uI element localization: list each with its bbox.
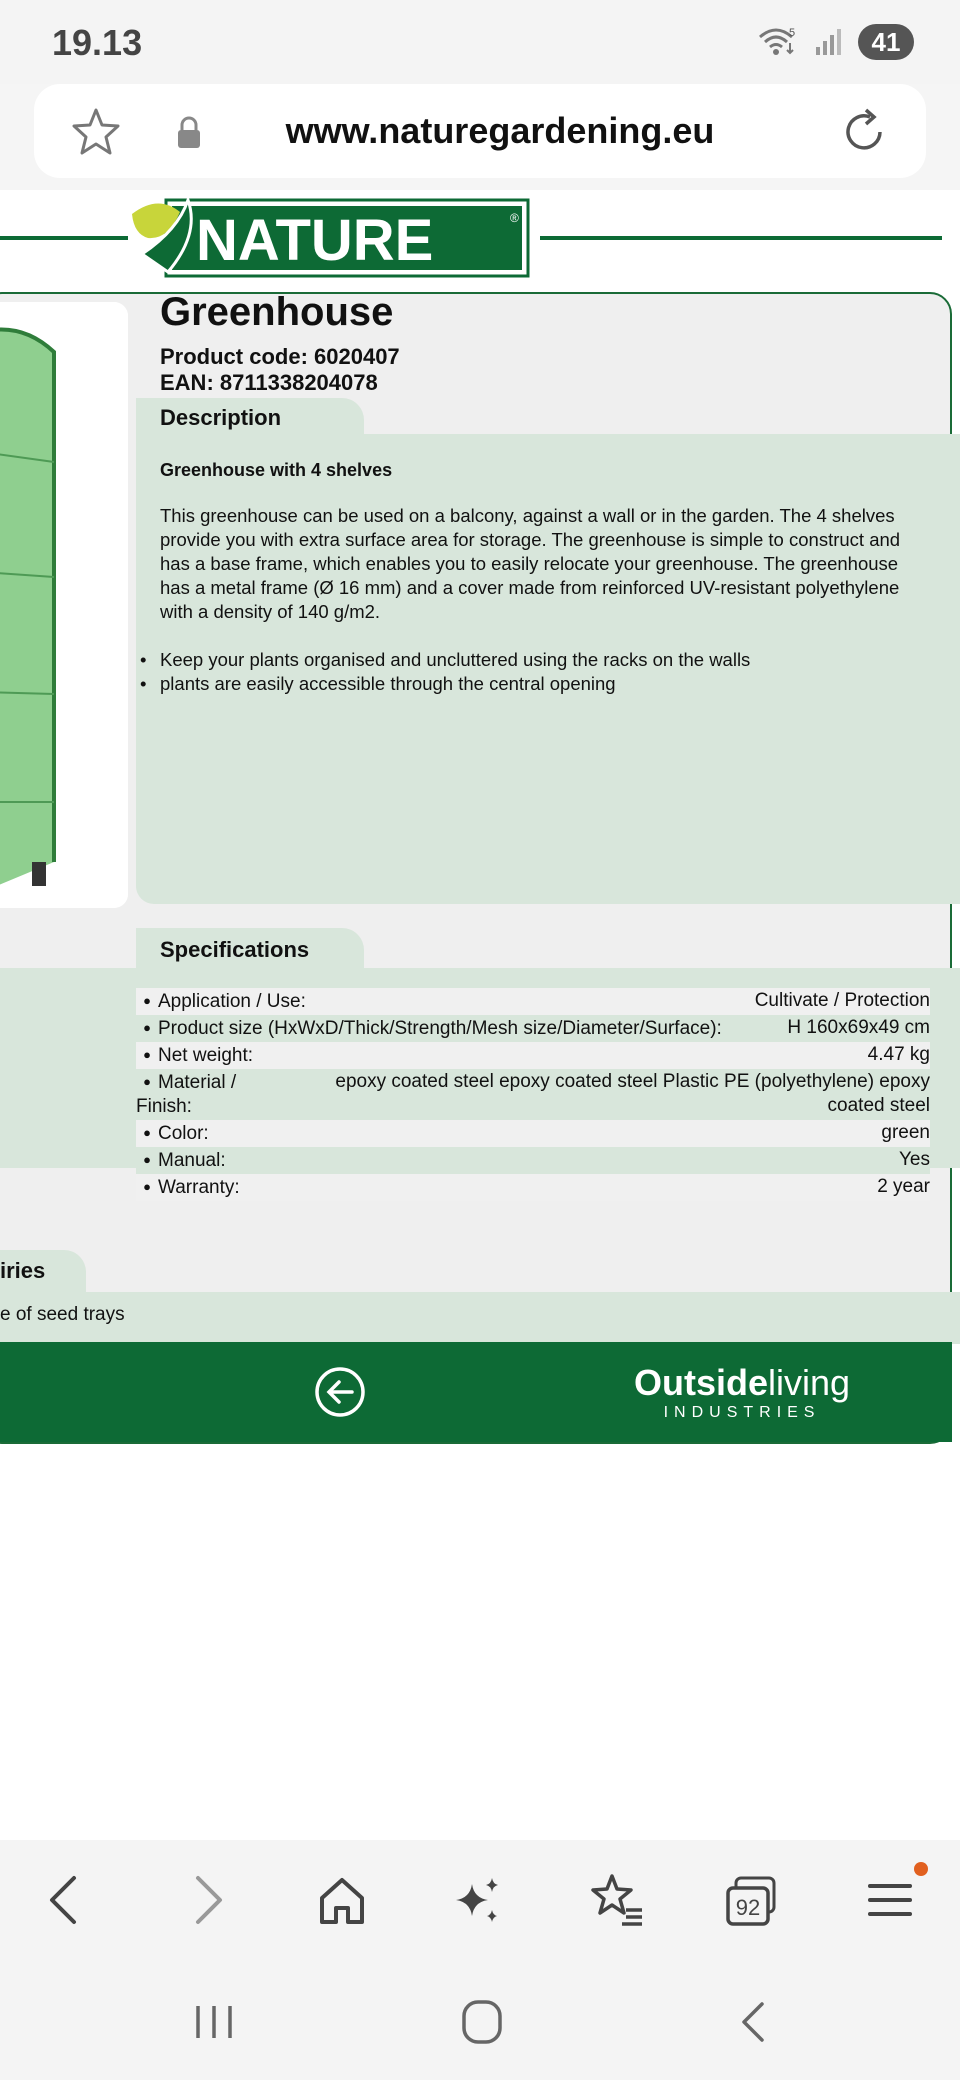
spec-value: 2 year xyxy=(877,1176,930,1197)
brand-main-bold: Outside xyxy=(634,1362,769,1403)
bookmarks-icon[interactable] xyxy=(586,1870,646,1930)
outside-living-logo[interactable] xyxy=(634,1364,850,1422)
product-ean: EAN: 8711338204078 xyxy=(160,370,378,395)
tab-description-label: Description xyxy=(160,405,282,430)
spec-value: H 160x69x49 cm xyxy=(787,1017,930,1038)
status-icons xyxy=(756,24,914,60)
spec-label: ● Application / Use: xyxy=(136,989,306,1014)
tab-specifications-label: Specifications xyxy=(160,937,310,962)
specifications-table xyxy=(136,988,930,1201)
reload-icon[interactable] xyxy=(836,104,892,160)
back-icon[interactable] xyxy=(36,1870,96,1930)
spec-label: ● Color: xyxy=(136,1121,209,1146)
logo-divider-left xyxy=(0,236,128,240)
table-row xyxy=(136,988,930,1015)
logo-divider-right xyxy=(540,236,942,240)
browser-toolbar xyxy=(0,1840,960,1960)
battery-level: 41 xyxy=(871,26,901,57)
product-code: Product code: 6020407 xyxy=(160,344,400,369)
wifi-badge: 5 xyxy=(789,27,796,39)
wifi-icon xyxy=(756,25,800,59)
address-bar[interactable] xyxy=(34,84,926,178)
greenhouse-illustration xyxy=(0,302,128,908)
home-icon[interactable] xyxy=(312,1870,372,1930)
table-row xyxy=(136,1120,930,1147)
spec-value: green xyxy=(881,1122,930,1143)
table-row xyxy=(136,1042,930,1069)
tabs-icon[interactable] xyxy=(722,1870,782,1930)
spec-label: ● Manual: xyxy=(136,1148,226,1173)
accessories-panel xyxy=(0,1292,960,1344)
menu-icon[interactable] xyxy=(860,1870,920,1930)
table-row xyxy=(136,1015,930,1042)
product-title: Greenhouse xyxy=(160,290,394,334)
registered-mark: ® xyxy=(510,211,519,225)
system-navigation-bar xyxy=(0,1960,960,2080)
description-heading: Greenhouse with 4 shelves xyxy=(160,460,393,480)
table-row xyxy=(136,1174,930,1201)
tab-description[interactable] xyxy=(136,398,364,434)
spec-label: ● Warranty: xyxy=(136,1175,240,1200)
spec-value: 4.47 kg xyxy=(867,1044,930,1065)
spec-label: ● Product size (HxWxD/Thick/Strength/Mesh size/Diameter/Surface): xyxy=(136,1016,722,1041)
home-button-icon[interactable] xyxy=(452,1998,512,2046)
tabs-count: 92 xyxy=(735,1895,761,1920)
back-arrow-icon[interactable] xyxy=(314,1366,366,1418)
page-blank-area xyxy=(0,1444,960,1840)
status-bar xyxy=(0,0,960,84)
tab-accessories-label: iries xyxy=(0,1258,46,1283)
table-row xyxy=(136,1069,930,1120)
spec-value: epoxy coated steel epoxy coated steel Plastic PE (polyethylene) epoxy coated steel xyxy=(335,1071,930,1116)
spec-value: Yes xyxy=(899,1149,930,1170)
tab-accessories[interactable] xyxy=(0,1250,86,1292)
notification-dot xyxy=(914,1862,928,1876)
brand-main-light: living xyxy=(768,1362,851,1403)
spec-value: Cultivate / Protection xyxy=(754,990,930,1011)
battery-icon xyxy=(858,24,914,60)
brand-sub: INDUSTRIES xyxy=(663,1404,821,1421)
system-back-icon[interactable] xyxy=(724,1998,784,2046)
nature-logo[interactable] xyxy=(128,194,532,280)
greenhouse-image xyxy=(0,302,128,908)
table-row xyxy=(136,1147,930,1174)
url-text[interactable]: www.naturegardening.eu xyxy=(285,110,715,151)
accessory-item[interactable]: e of seed trays xyxy=(0,1304,125,1325)
list-item: • plants are easily accessible through the central opening xyxy=(140,672,750,696)
tab-specifications[interactable] xyxy=(136,928,364,968)
ai-sparkle-icon[interactable] xyxy=(448,1870,508,1930)
bookmark-star-icon[interactable] xyxy=(68,104,124,160)
recent-apps-icon[interactable] xyxy=(184,1998,244,2046)
spec-label: ● Net weight: xyxy=(136,1043,253,1068)
logo-text: NATURE xyxy=(196,208,434,273)
page-footer xyxy=(0,1342,952,1442)
spec-label: ● Material / Finish: xyxy=(136,1070,256,1119)
status-time: 19.13 xyxy=(52,22,143,63)
forward-icon[interactable] xyxy=(176,1870,236,1930)
description-body: This greenhouse can be used on a balcony, against a wall or in the garden. The 4 shelves provide you with extra surface area for storage. The greenhouse is simple to construct and has a base frame, which enables you to easily relocate your greenhouse. The greenhouse has a metal frame (Ø 16 mm) and a cover made from reinforced UV-resistant polyethylene with a density of 140 g/m2. xyxy=(160,505,901,622)
web-page xyxy=(0,190,960,1444)
list-item: • Keep your plants organised and uncluttered using the racks on the walls xyxy=(140,648,750,672)
description-bullets xyxy=(140,648,750,696)
signal-icon xyxy=(814,27,844,57)
